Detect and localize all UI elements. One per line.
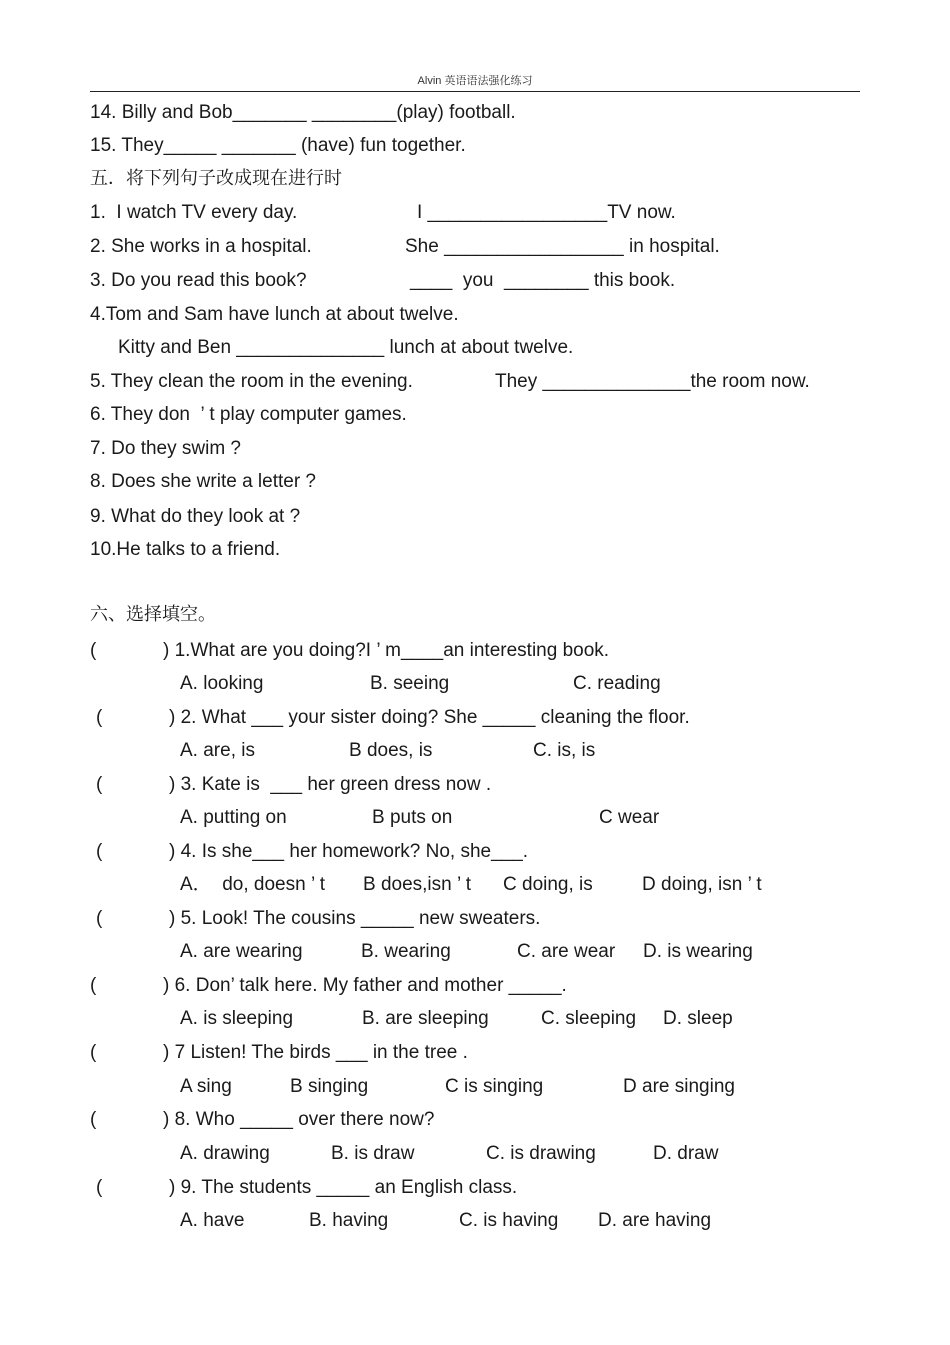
option: C. reading: [573, 673, 661, 694]
question-stem: ) 6. Don’ talk here. My father and mother _____.: [163, 975, 567, 996]
option: A. are wearing: [180, 941, 303, 962]
option: A. putting on: [180, 807, 287, 828]
option: D doing, isn ’ t: [642, 874, 762, 895]
answer-paren: (: [90, 640, 97, 661]
option: C. is, is: [533, 740, 596, 761]
option: C doing, is: [503, 874, 593, 895]
page-header: Alvin 英语语法强化练习: [417, 75, 533, 87]
option: A. have: [180, 1210, 245, 1231]
answer-paren: (: [96, 707, 103, 728]
option: A sing: [180, 1076, 232, 1097]
question-stem: ) 9. The students _____ an English class.: [169, 1177, 518, 1198]
question-stem: ) 8. Who _____ over there now?: [163, 1109, 435, 1130]
exercise-question: 6. They don ’ t play computer games.: [90, 404, 407, 425]
exercise-item: 15. They_____ _______ (have) fun together.: [90, 135, 466, 156]
exercise-question: 7. Do they swim ?: [90, 438, 241, 459]
exercise-answer: I _________________TV now.: [417, 202, 676, 223]
exercise-question: 3. Do you read this book?: [90, 270, 307, 291]
exercise-question: 10.He talks to a friend.: [90, 539, 281, 560]
exercise-question: 9. What do they look at ?: [90, 506, 301, 527]
option: B. seeing: [370, 673, 450, 694]
option: B. is draw: [331, 1143, 415, 1164]
question-stem: ) 2. What ___ your sister doing? She _____ cleaning the floor.: [169, 707, 690, 728]
exercise-question: Kitty and Ben ______________ lunch at about twelve.: [118, 337, 574, 358]
option: B singing: [290, 1076, 369, 1097]
option: B does,isn ’ t: [363, 874, 472, 895]
exercise-answer: She _________________ in hospital.: [405, 236, 720, 257]
option: D are singing: [623, 1076, 735, 1097]
section-title: 六、选择填空。: [90, 604, 216, 625]
answer-paren: (: [90, 1109, 97, 1130]
option: C. sleeping: [541, 1008, 637, 1029]
exercise-question: 8. Does she write a letter ?: [90, 471, 316, 492]
section-title: 五．将下列句子改成现在进行时: [90, 168, 342, 189]
exercise-answer: ____ you ________ this book.: [410, 270, 676, 291]
option: D. sleep: [663, 1008, 733, 1029]
exercise-item: 14. Billy and Bob_______ ________(play) football.: [90, 102, 516, 123]
answer-paren: (: [96, 908, 103, 929]
question-stem: ) 4. Is she___ her homework? No, she___.: [169, 841, 529, 862]
option: A. is sleeping: [180, 1008, 294, 1029]
option: C is singing: [445, 1076, 544, 1097]
option: C. is having: [459, 1210, 559, 1231]
exercise-question: 2. She works in a hospital.: [90, 236, 312, 257]
answer-paren: (: [96, 1177, 103, 1198]
question-stem: ) 7 Listen! The birds ___ in the tree .: [163, 1042, 468, 1063]
option: A. looking: [180, 673, 264, 694]
option: B. having: [309, 1210, 389, 1231]
option: D. is wearing: [643, 941, 753, 962]
answer-paren: (: [90, 1042, 97, 1063]
answer-paren: (: [96, 774, 103, 795]
exercise-question: 4.Tom and Sam have lunch at about twelve.: [90, 304, 459, 325]
answer-paren: (: [90, 975, 97, 996]
option: A. drawing: [180, 1143, 270, 1164]
option: C. are wear: [517, 941, 616, 962]
option: C wear: [599, 807, 660, 828]
option: A． do, doesn ’ t: [180, 874, 326, 895]
option: D. are having: [598, 1210, 712, 1231]
header-divider: [90, 91, 860, 92]
option: D. draw: [653, 1143, 719, 1164]
exercise-question: 1. I watch TV every day.: [90, 202, 298, 223]
question-stem: ) 1.What are you doing?I ’ m____an interesting book.: [163, 640, 610, 661]
option: A. are, is: [180, 740, 255, 761]
option: B. wearing: [361, 941, 451, 962]
answer-paren: (: [96, 841, 103, 862]
exercise-answer: They ______________the room now.: [495, 371, 810, 392]
option: C. is drawing: [486, 1143, 596, 1164]
exercise-question: 5. They clean the room in the evening.: [90, 371, 413, 392]
question-stem: ) 3. Kate is ___ her green dress now .: [169, 774, 492, 795]
option: B does, is: [349, 740, 433, 761]
option: B puts on: [372, 807, 453, 828]
option: B. are sleeping: [362, 1008, 489, 1029]
question-stem: ) 5. Look! The cousins _____ new sweaters.: [169, 908, 541, 929]
